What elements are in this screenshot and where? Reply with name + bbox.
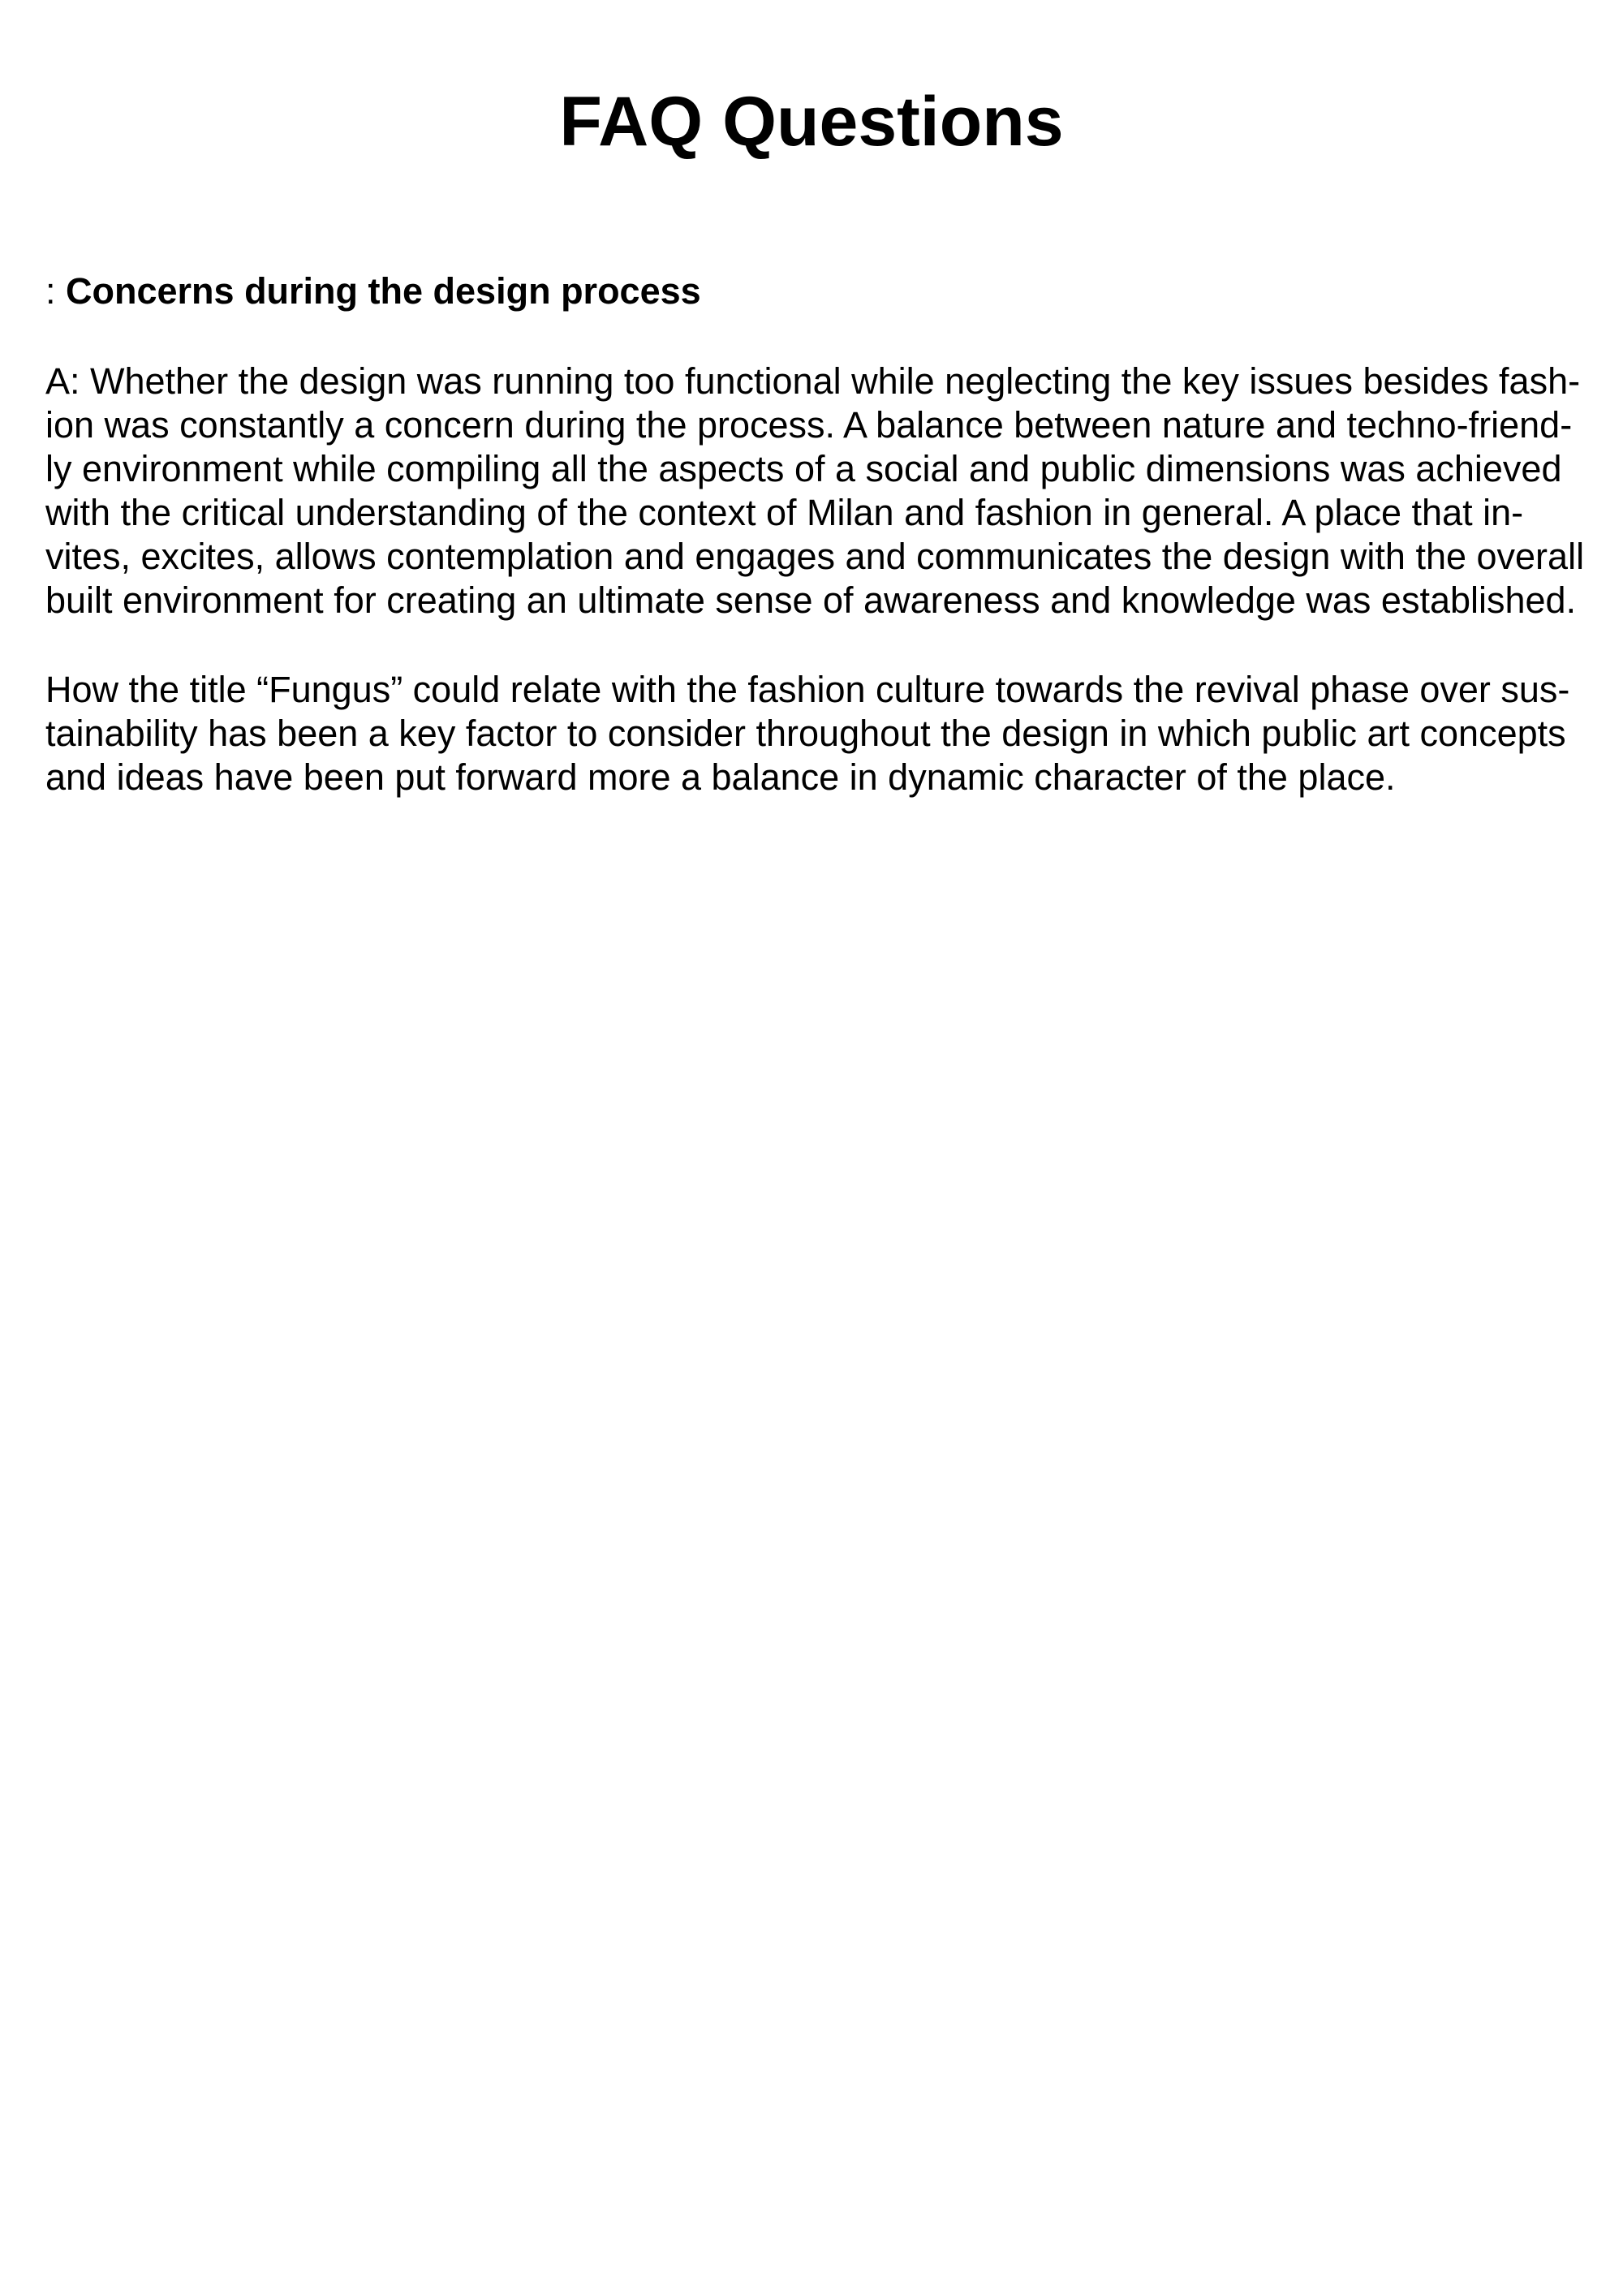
paragraph-line: built environment for creating an ultimate sense of awareness and knowledge was established. (45, 579, 1577, 621)
paragraph-line: ly environment while compiling all the aspects of a social and public dimensions was achieved (45, 448, 1562, 489)
paragraph-line: How the title “Fungus” could relate with the fashion culture towards the revival phase over sus- (45, 669, 1570, 710)
faq-question (45, 269, 1587, 313)
answer-paragraph (45, 668, 1587, 799)
question-text: Concerns during the design process (66, 270, 701, 312)
paragraph-line: ion was constantly a concern during the process. A balance between nature and techno-friend- (45, 404, 1573, 446)
paragraph-line: vites, excites, allows contemplation and engages and communicates the design with the overall (45, 536, 1585, 577)
paragraph-line: tainability has been a key factor to consider throughout the design in which public art concepts (45, 713, 1566, 754)
answer-paragraph (45, 360, 1587, 622)
paragraph-line: and ideas have been put forward more a balance in dynamic character of the place. (45, 756, 1396, 798)
page-title: FAQ Questions (559, 83, 1064, 161)
paragraph-line: A: Whether the design was running too functional while neglecting the key issues besides fash- (45, 360, 1581, 402)
paragraph-line: with the critical understanding of the context of Milan and fashion in general. A place that in- (45, 492, 1524, 533)
question-prefix: : (45, 270, 67, 312)
